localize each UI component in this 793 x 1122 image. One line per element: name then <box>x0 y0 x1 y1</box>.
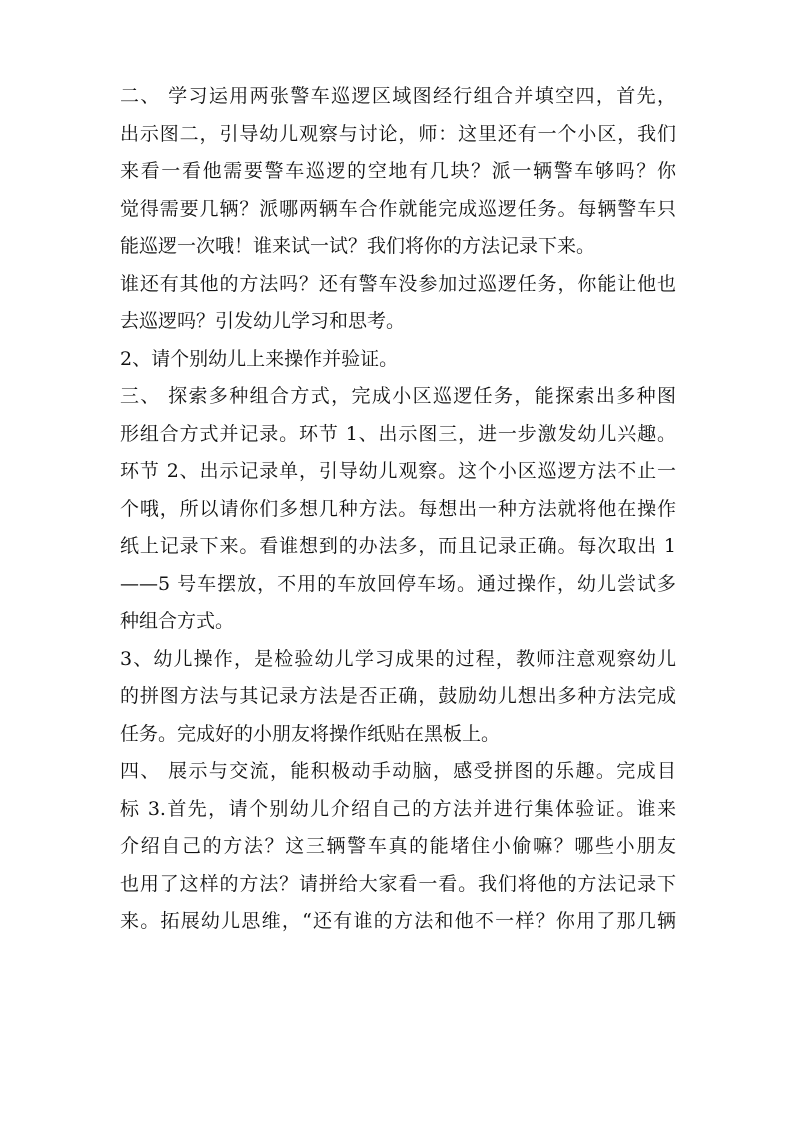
text-line: 来看一看他需要警车巡逻的空地有几块？派一辆警车够吗？你 <box>120 160 676 182</box>
text-line: 觉得需要几辆？派哪两辆车合作就能完成巡逻任务。每辆警车只 <box>120 197 676 220</box>
text-line: 2、请个别幼儿上来操作并验证。 <box>120 347 399 370</box>
text-line: 出示图二，引导幼儿观察与讨论，师：这里还有一个小区，我们 <box>120 122 676 145</box>
text-line: 标 3.首先，请个别幼儿介绍自己的方法并进行集体验证。谁来 <box>120 797 676 820</box>
text-line: 四、 展示与交流，能积极动手动脑，感受拼图的乐趣。完成目 <box>120 760 676 782</box>
text-line: 种组合方式。 <box>120 610 235 632</box>
text-line: 二、 学习运用两张警车巡逻区域图经行组合并填空四，首先， <box>120 85 676 107</box>
text-line: 个哦，所以请你们多想几种方法。每想出一种方法就将他在操作 <box>120 497 676 520</box>
text-line: 能巡逻一次哦！谁来试一试？我们将你的方法记录下来。 <box>120 235 596 257</box>
text-line: 也用了这样的方法？请拼给大家看一看。我们将他的方法记录下 <box>120 872 676 895</box>
document-body <box>120 78 676 941</box>
text-line: 介绍自己的方法？这三辆警车真的能堵住小偷嘛？哪些小朋友 <box>120 835 676 857</box>
text-line: 环节 2、出示记录单，引导幼儿观察。这个小区巡逻方法不止一 <box>120 460 676 482</box>
text-line: 任务。完成好的小朋友将操作纸贴在黑板上。 <box>120 722 501 745</box>
text-line: 的拼图方法与其记录方法是否正确，鼓励幼儿想出多种方法完成 <box>120 685 676 707</box>
text-line: 三、 探索多种组合方式，完成小区巡逻任务，能探索出多种图 <box>120 385 676 407</box>
text-line: 形组合方式并记录。环节 1、出示图三，进一步激发幼儿兴趣。 <box>120 422 676 445</box>
text-line: 谁还有其他的方法吗？还有警车没参加过巡逻任务，你能让他也 <box>120 272 676 295</box>
text-line: ——5 号车摆放，不用的车放回停车场。通过操作，幼儿尝试多 <box>120 572 676 595</box>
text-line: 纸上记录下来。看谁想到的办法多，而且记录正确。每次取出 1 <box>120 535 676 557</box>
text-line: 去巡逻吗？引发幼儿学习和思考。 <box>120 310 406 332</box>
text-line: 来。拓展幼儿思维，“还有谁的方法和他不一样？你用了那几辆 <box>120 910 676 932</box>
text-line: 3、幼儿操作，是检验幼儿学习成果的过程，教师注意观察幼儿 <box>120 647 676 670</box>
